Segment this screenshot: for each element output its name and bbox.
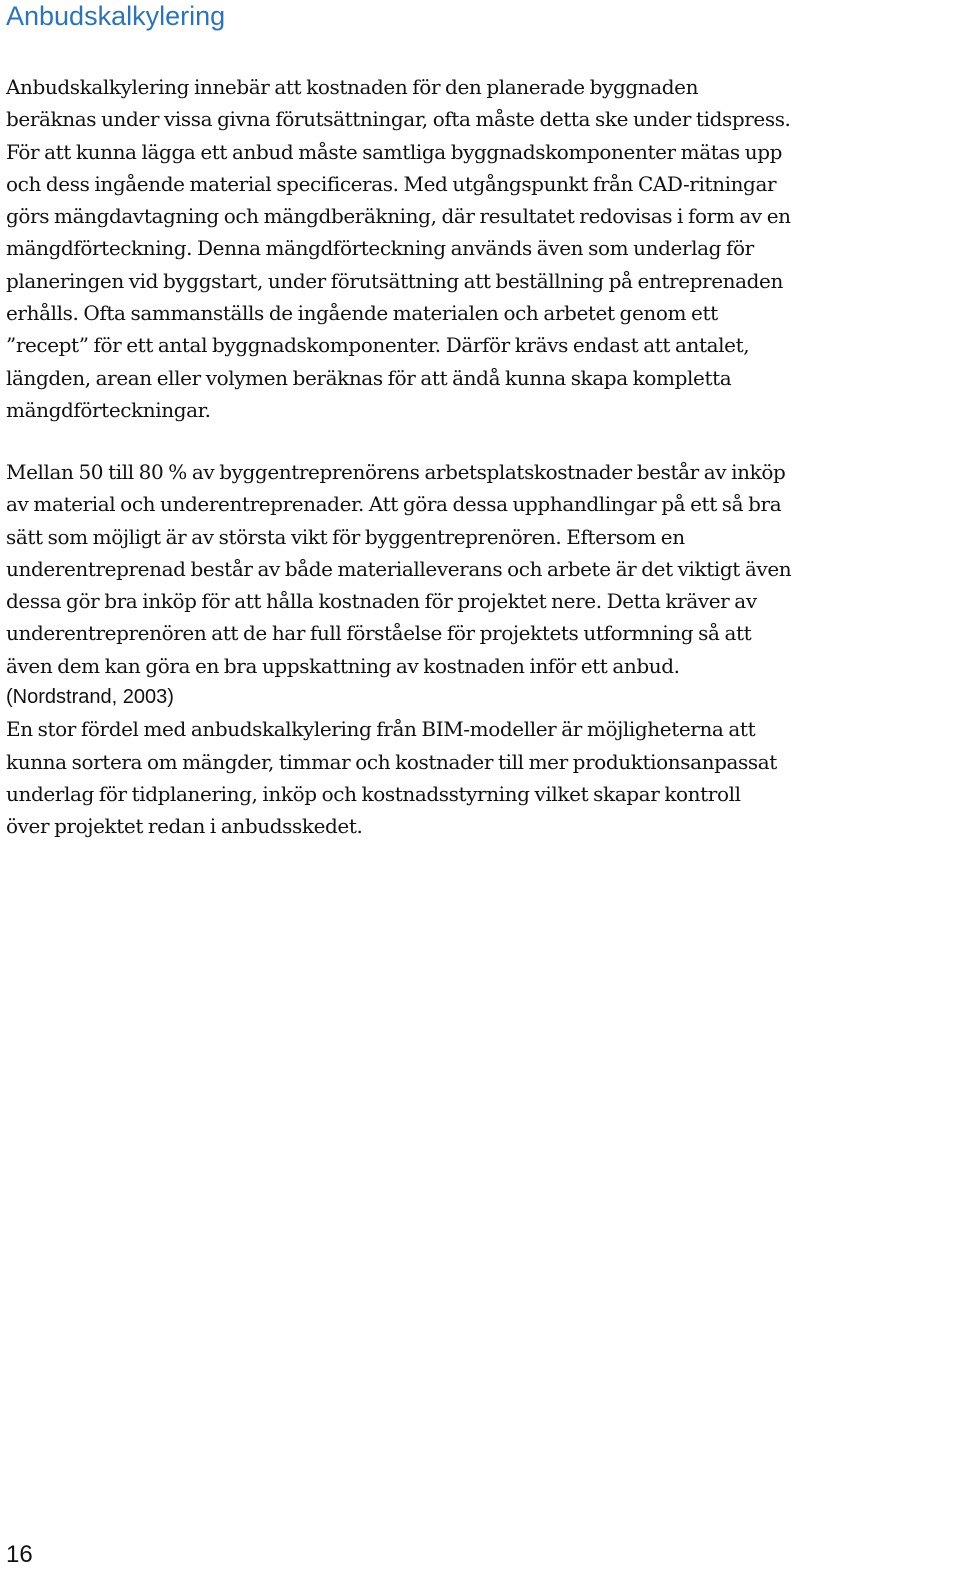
paragraph-purchasing xyxy=(6,456,956,682)
text-line: över projektet redan i anbudsskedet. xyxy=(6,814,363,839)
text-line: görs mängdavtagning och mängdberäkning, där resultatet redovisas i form av en xyxy=(6,204,791,229)
text-line: underentreprenad består av både materialleverans och arbete är det viktigt även xyxy=(6,556,792,581)
paragraph-bim xyxy=(6,681,956,842)
text-line: dessa gör bra inköp för att hålla kostnaden för projektet nere. Detta kräver av xyxy=(6,589,757,614)
text-line: Anbudskalkylering innebär att kostnaden för den planerade byggnaden xyxy=(6,75,699,99)
text-line: sätt som möjligt är av största vikt för byggentreprenören. Eftersom en xyxy=(6,524,685,549)
text-line: underentreprenören att de har full förståelse för projektets utformning så att xyxy=(6,621,752,646)
citation-line: (Nordstrand, 2003) xyxy=(6,686,174,708)
text-line: beräknas under vissa givna förutsättningar, ofta måste detta ske under tidspress. xyxy=(6,107,791,132)
text-line: mängdförteckningar. xyxy=(6,397,211,422)
text-line: mängdförteckning. Denna mängdförteckning används även som underlag för xyxy=(6,236,754,261)
text-line: Mellan 50 till 80 % av byggentreprenörens arbetsplatskostnader består av inköp xyxy=(6,460,786,484)
paragraph-intro xyxy=(6,71,956,426)
text-line: erhålls. Ofta sammanställs de ingående materialen och arbetet genom ett xyxy=(6,301,718,326)
text-line: längden, arean eller volymen beräknas för att ändå kunna skapa kompletta xyxy=(6,365,732,390)
page-number: 16 xyxy=(6,1541,33,1568)
text-line: av material och underentreprenader. Att göra dessa upphandlingar på ett så bra xyxy=(6,492,782,517)
text-line: underlag för tidplanering, inköp och kostnadsstyrning vilket skapar kontroll xyxy=(6,781,741,806)
text-line: ”recept” för ett antal byggnadskomponenter. Därför krävs endast att antalet, xyxy=(6,333,750,358)
text-line: För att kunna lägga ett anbud måste samtliga byggnadskomponenter mätas upp xyxy=(6,139,783,164)
text-line: och dess ingående material specificeras. Med utgångspunkt från CAD-ritningar xyxy=(6,171,777,196)
text-line: kunna sortera om mängder, timmar och kostnader till mer produktionsanpassat xyxy=(6,749,777,774)
text-line: planeringen vid byggstart, under förutsättning att beställning på entreprenaden xyxy=(6,268,783,293)
text-line: En stor fördel med anbudskalkylering från BIM-modeller är möjligheterna att xyxy=(6,717,756,742)
text-line: även dem kan göra en bra uppskattning av kostnaden inför ett anbud. xyxy=(6,653,680,678)
section-heading: Anbudskalkylering xyxy=(6,1,226,31)
